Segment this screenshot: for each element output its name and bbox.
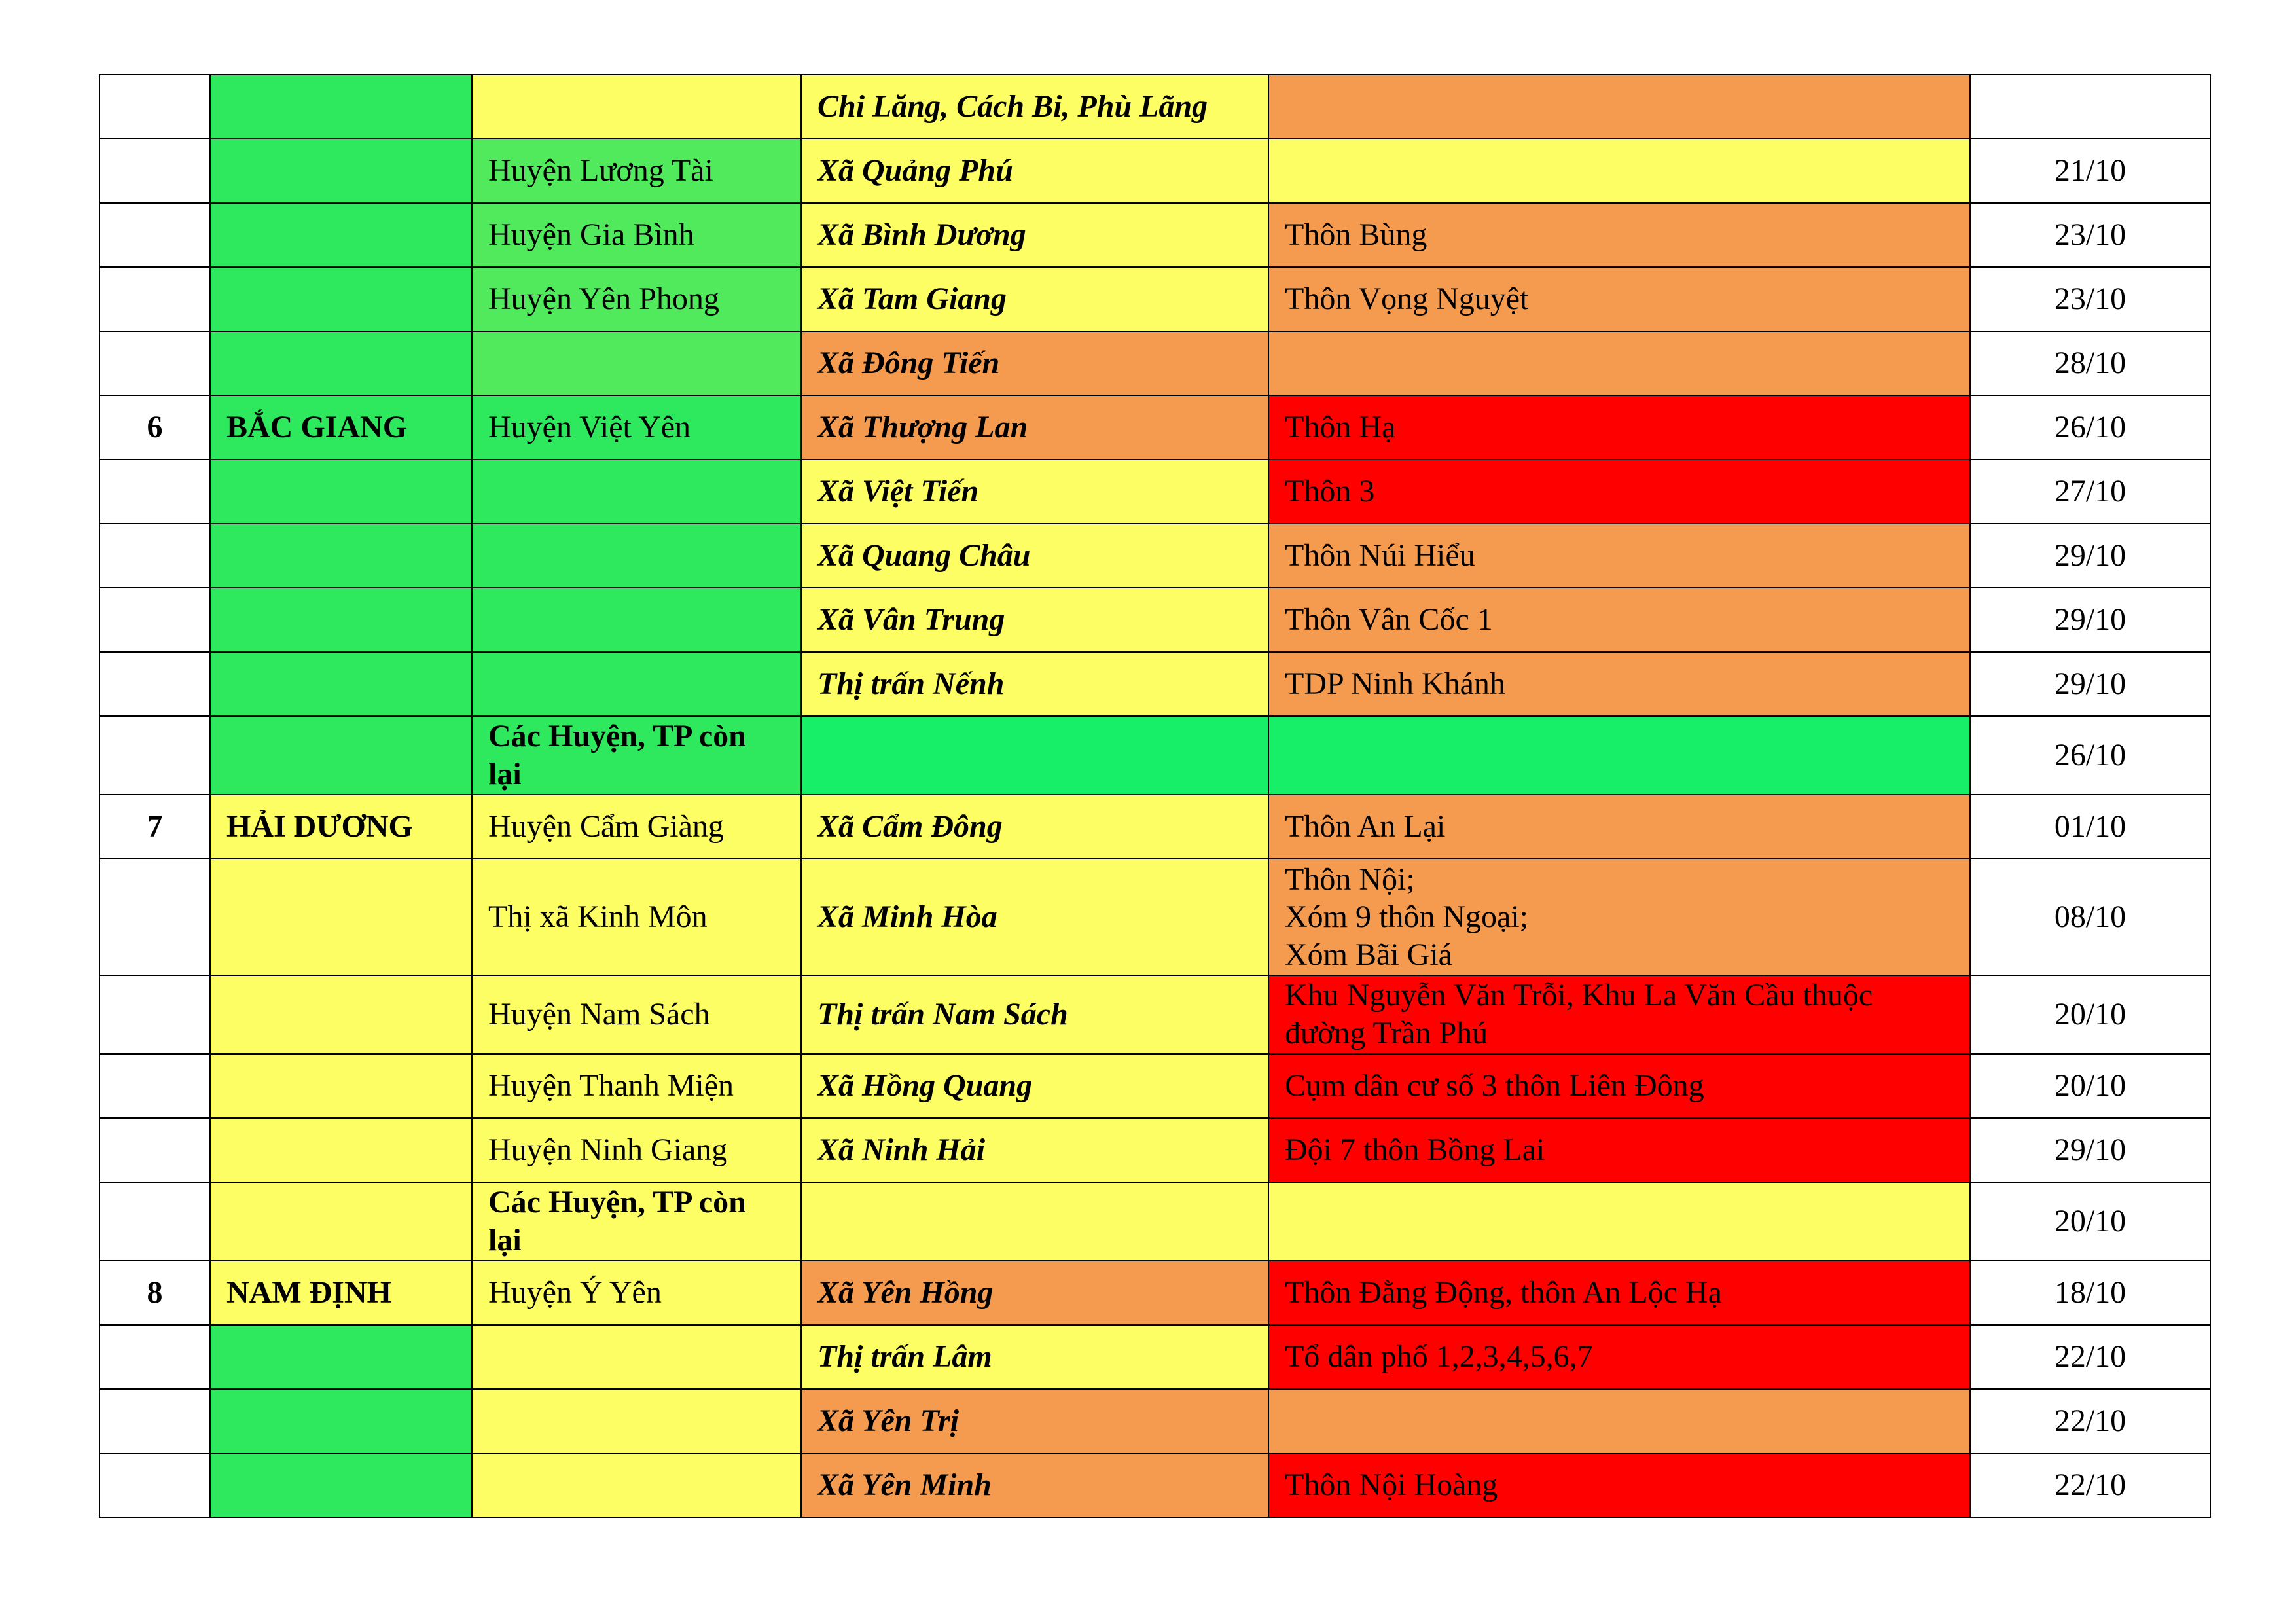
district-cell: Thị xã Kinh Môn: [472, 859, 801, 975]
district-cell: Huyện Lương Tài: [472, 139, 801, 203]
district-cell: Huyện Gia Bình: [472, 203, 801, 267]
province-cell: [210, 859, 472, 975]
date-cell: 23/10: [1970, 267, 2210, 331]
province-cell: [210, 139, 472, 203]
province-cell: [210, 975, 472, 1054]
village-cell: Thôn Vân Cốc 1: [1268, 588, 1970, 652]
commune-cell: Xã Quảng Phú: [801, 139, 1268, 203]
table-row: [99, 331, 2210, 395]
village-cell: Cụm dân cư số 3 thôn Liên Đông: [1268, 1054, 1970, 1118]
commune-cell: Xã Cẩm Đông: [801, 795, 1268, 859]
province-cell: [210, 524, 472, 588]
stt-cell: [99, 524, 210, 588]
village-cell: Thôn Vọng Nguyệt: [1268, 267, 1970, 331]
village-cell: Thôn Hạ: [1268, 395, 1970, 460]
commune-cell: [801, 1182, 1268, 1261]
commune-cell: Xã Vân Trung: [801, 588, 1268, 652]
village-cell: [1268, 75, 1970, 139]
district-cell: Huyện Thanh Miện: [472, 1054, 801, 1118]
date-cell: [1970, 75, 2210, 139]
village-cell: [1268, 139, 1970, 203]
stt-cell: [99, 1325, 210, 1389]
village-cell: Thôn An Lại: [1268, 795, 1970, 859]
province-cell: [210, 203, 472, 267]
table-row: [99, 1325, 2210, 1389]
village-cell: Thôn Nội; Xóm 9 thôn Ngoại; Xóm Bãi Giá: [1268, 859, 1970, 975]
stt-cell: [99, 1118, 210, 1182]
date-cell: 26/10: [1970, 716, 2210, 795]
stt-cell: [99, 331, 210, 395]
date-cell: 29/10: [1970, 652, 2210, 716]
province-cell: [210, 1325, 472, 1389]
table-row: [99, 1261, 2210, 1325]
table-row: [99, 139, 2210, 203]
province-cell: [210, 716, 472, 795]
date-cell: 29/10: [1970, 588, 2210, 652]
date-cell: 08/10: [1970, 859, 2210, 975]
stt-cell: [99, 652, 210, 716]
commune-cell: Xã Thượng Lan: [801, 395, 1268, 460]
district-cell: Huyện Việt Yên: [472, 395, 801, 460]
table-row: [99, 1054, 2210, 1118]
date-cell: 20/10: [1970, 1054, 2210, 1118]
table-row: [99, 1182, 2210, 1261]
stt-cell: 6: [99, 395, 210, 460]
stt-cell: [99, 1182, 210, 1261]
province-cell: [210, 588, 472, 652]
date-cell: 18/10: [1970, 1261, 2210, 1325]
table-row: [99, 1453, 2210, 1517]
commune-cell: Xã Đông Tiến: [801, 331, 1268, 395]
stt-cell: [99, 75, 210, 139]
village-cell: Thôn Núi Hiểu: [1268, 524, 1970, 588]
district-cell: [472, 1325, 801, 1389]
table-row: [99, 588, 2210, 652]
date-cell: 29/10: [1970, 1118, 2210, 1182]
stt-cell: [99, 460, 210, 524]
date-cell: 20/10: [1970, 1182, 2210, 1261]
date-cell: 20/10: [1970, 975, 2210, 1054]
district-cell: Huyện Nam Sách: [472, 975, 801, 1054]
district-cell: [472, 1453, 801, 1517]
village-cell: Khu Nguyễn Văn Trỗi, Khu La Văn Cầu thuộc đường Trần Phú: [1268, 975, 1970, 1054]
stt-cell: 7: [99, 795, 210, 859]
province-cell: [210, 331, 472, 395]
village-cell: Thôn Đằng Động, thôn An Lộc Hạ: [1268, 1261, 1970, 1325]
village-cell: Đội 7 thôn Bồng Lai: [1268, 1118, 1970, 1182]
district-cell: [472, 588, 801, 652]
province-cell: [210, 1054, 472, 1118]
stt-cell: [99, 203, 210, 267]
province-cell: [210, 1182, 472, 1261]
stt-cell: 8: [99, 1261, 210, 1325]
stt-cell: [99, 975, 210, 1054]
table-row: [99, 395, 2210, 460]
village-cell: TDP Ninh Khánh: [1268, 652, 1970, 716]
stt-cell: [99, 1453, 210, 1517]
table-row: [99, 75, 2210, 139]
commune-cell: Xã Minh Hòa: [801, 859, 1268, 975]
date-cell: 21/10: [1970, 139, 2210, 203]
stt-cell: [99, 139, 210, 203]
stt-cell: [99, 588, 210, 652]
commune-cell: Chi Lăng, Cách Bi, Phù Lãng: [801, 75, 1268, 139]
province-cell: [210, 1453, 472, 1517]
table-row: [99, 524, 2210, 588]
table-row: [99, 652, 2210, 716]
commune-cell: Thị trấn Nếnh: [801, 652, 1268, 716]
commune-cell: Xã Yên Minh: [801, 1453, 1268, 1517]
village-cell: [1268, 331, 1970, 395]
village-cell: Thôn Nội Hoàng: [1268, 1453, 1970, 1517]
province-cell: HẢI DƯƠNG: [210, 795, 472, 859]
commune-cell: Xã Yên Hồng: [801, 1261, 1268, 1325]
village-cell: Thôn Bùng: [1268, 203, 1970, 267]
date-cell: 22/10: [1970, 1453, 2210, 1517]
covid-zone-table: [99, 74, 2211, 1518]
table-row: [99, 859, 2210, 975]
province-cell: [210, 267, 472, 331]
province-cell: BẮC GIANG: [210, 395, 472, 460]
district-cell: [472, 75, 801, 139]
stt-cell: [99, 859, 210, 975]
table-row: [99, 716, 2210, 795]
district-cell: Huyện Ý Yên: [472, 1261, 801, 1325]
commune-cell: Thị trấn Nam Sách: [801, 975, 1268, 1054]
stt-cell: [99, 267, 210, 331]
district-cell: [472, 652, 801, 716]
district-cell: Các Huyện, TP còn lại: [472, 716, 801, 795]
province-cell: [210, 1389, 472, 1453]
province-cell: [210, 1118, 472, 1182]
commune-cell: Thị trấn Lâm: [801, 1325, 1268, 1389]
date-cell: 26/10: [1970, 395, 2210, 460]
table-row: [99, 460, 2210, 524]
table-row: [99, 267, 2210, 331]
date-cell: 01/10: [1970, 795, 2210, 859]
province-cell: [210, 652, 472, 716]
commune-cell: Xã Bình Dương: [801, 203, 1268, 267]
date-cell: 23/10: [1970, 203, 2210, 267]
commune-cell: Xã Quang Châu: [801, 524, 1268, 588]
commune-cell: Xã Yên Trị: [801, 1389, 1268, 1453]
village-cell: [1268, 716, 1970, 795]
stt-cell: [99, 1054, 210, 1118]
province-cell: [210, 460, 472, 524]
date-cell: 28/10: [1970, 331, 2210, 395]
table-row: [99, 1389, 2210, 1453]
date-cell: 29/10: [1970, 524, 2210, 588]
district-cell: Các Huyện, TP còn lại: [472, 1182, 801, 1261]
commune-cell: Xã Tam Giang: [801, 267, 1268, 331]
table-row: [99, 1118, 2210, 1182]
district-cell: [472, 1389, 801, 1453]
commune-cell: Xã Việt Tiến: [801, 460, 1268, 524]
district-cell: Huyện Yên Phong: [472, 267, 801, 331]
province-cell: [210, 75, 472, 139]
commune-cell: [801, 716, 1268, 795]
commune-cell: Xã Ninh Hải: [801, 1118, 1268, 1182]
village-cell: Tổ dân phố 1,2,3,4,5,6,7: [1268, 1325, 1970, 1389]
date-cell: 22/10: [1970, 1389, 2210, 1453]
table-row: [99, 975, 2210, 1054]
stt-cell: [99, 716, 210, 795]
district-cell: [472, 331, 801, 395]
table-row: [99, 203, 2210, 267]
date-cell: 27/10: [1970, 460, 2210, 524]
province-cell: NAM ĐỊNH: [210, 1261, 472, 1325]
village-cell: Thôn 3: [1268, 460, 1970, 524]
village-cell: [1268, 1182, 1970, 1261]
commune-cell: Xã Hồng Quang: [801, 1054, 1268, 1118]
district-cell: Huyện Ninh Giang: [472, 1118, 801, 1182]
stt-cell: [99, 1389, 210, 1453]
date-cell: 22/10: [1970, 1325, 2210, 1389]
village-cell: [1268, 1389, 1970, 1453]
district-cell: [472, 460, 801, 524]
district-cell: Huyện Cẩm Giàng: [472, 795, 801, 859]
district-cell: [472, 524, 801, 588]
table-row: [99, 795, 2210, 859]
